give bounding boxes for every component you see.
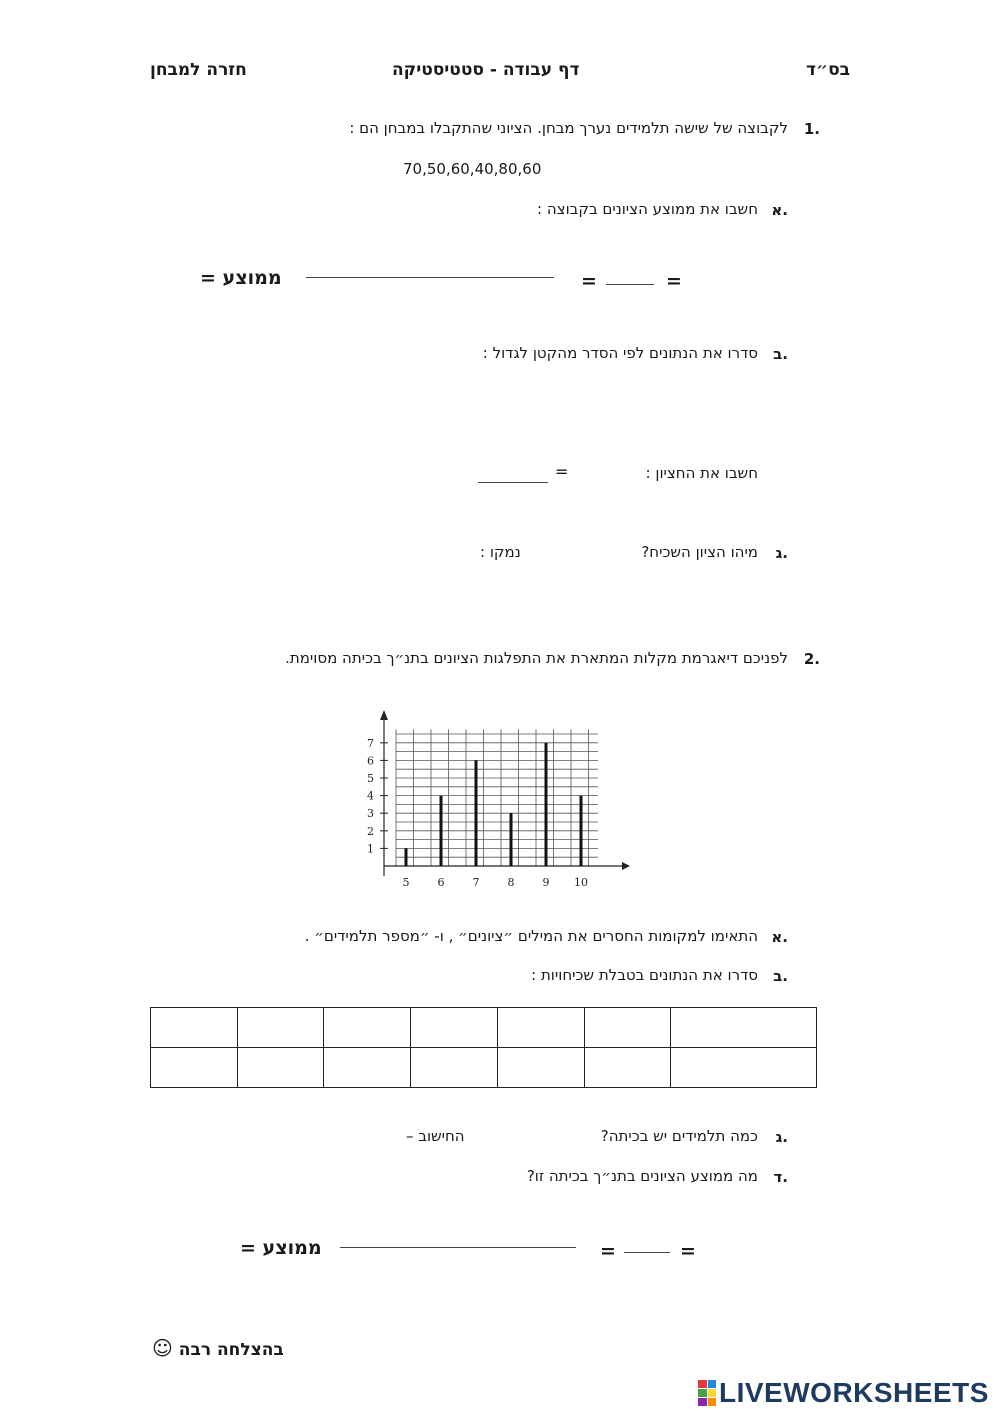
table-cell[interactable] [238, 1048, 324, 1088]
q2-eq1: = [600, 1240, 616, 1262]
q1c-reason: נמקו : [480, 543, 521, 561]
table-cell[interactable] [498, 1008, 585, 1048]
logo-text: LIVEWORKSHEETS [719, 1377, 989, 1408]
table-cell[interactable] [238, 1008, 324, 1048]
q2-result-line[interactable] [624, 1252, 670, 1253]
table-cell[interactable] [151, 1008, 238, 1048]
q2-eq2: = [680, 1240, 696, 1262]
q2-mean-line[interactable] [340, 1247, 576, 1248]
smiley-icon: ☺ [152, 1336, 173, 1360]
q1a-label: א. [771, 201, 788, 219]
q1c-text: מיהו הציון השכיח? [641, 543, 758, 561]
table-header-cell[interactable] [671, 1048, 817, 1088]
q2-number: 2. [803, 650, 820, 668]
table-row [151, 1048, 817, 1088]
worksheet-title: דף עבודה - סטטיסטיקה [392, 60, 580, 80]
q2d-label: ד. [773, 1168, 788, 1186]
x-tick-label: 10 [574, 876, 588, 889]
q1-eq1: = [581, 270, 597, 292]
table-cell[interactable] [411, 1008, 498, 1048]
q2b-label: ב. [773, 967, 788, 985]
liveworksheets-logo [698, 1377, 989, 1408]
x-tick-label: 5 [402, 876, 410, 889]
q2-text: לפניכם דיאגרמת מקלות המתארת את התפלגות הציונים בתנ״ך בכיתה מסוימת. [285, 649, 788, 667]
q1-number: 1. [803, 120, 820, 138]
q1c-label: ג. [775, 544, 788, 562]
q1-eq2: = [666, 270, 682, 292]
q1b-label: ב. [773, 345, 788, 363]
y-tick-label: 2 [367, 824, 374, 838]
q1-mean-label: ממוצע = [200, 267, 282, 289]
q1-median-text: חשבו את החציון : [645, 464, 758, 482]
frequency-table [150, 1007, 817, 1088]
y-tick-label: 6 [367, 754, 374, 768]
x-tick-label: 9 [542, 876, 550, 889]
logo-icon [698, 1380, 716, 1406]
table-cell[interactable] [324, 1048, 411, 1088]
q1-median-line[interactable] [478, 482, 548, 483]
table-header-cell[interactable] [671, 1008, 817, 1048]
x-tick-label: 6 [437, 876, 445, 889]
table-cell[interactable] [585, 1048, 671, 1088]
q2c-calc: החישוב – [406, 1127, 465, 1145]
q2d-text: מה ממוצע הציונים בתנ״ך בכיתה זו? [526, 1167, 758, 1185]
header-right: בס״ד [806, 60, 850, 80]
x-tick-label: 7 [472, 876, 480, 889]
q1b-text: סדרו את הנתונים לפי הסדר מהקטן לגדול : [482, 344, 758, 362]
table-cell[interactable] [151, 1048, 238, 1088]
q1-mean-line[interactable] [306, 277, 554, 278]
q2-mean-label: ממוצע = [240, 1237, 322, 1259]
q2a-label: א. [771, 928, 788, 946]
q2c-label: ג. [775, 1128, 788, 1146]
x-tick-label: 8 [507, 876, 515, 889]
q2c-text: כמה תלמידים יש בכיתה? [600, 1127, 758, 1145]
y-tick-label: 7 [367, 736, 374, 750]
table-cell[interactable] [411, 1048, 498, 1088]
q2b-text: סדרו את הנתונים בטבלת שכיחויות : [531, 966, 758, 984]
q1-result-line[interactable] [606, 284, 654, 285]
q1-grades: 70,50,60,40,80,60 [403, 160, 542, 178]
y-tick-label: 4 [367, 789, 374, 803]
q1a-text: חשבו את ממוצע הציונים בקבוצה : [537, 200, 758, 218]
table-cell[interactable] [324, 1008, 411, 1048]
table-row [151, 1008, 817, 1048]
table-cell[interactable] [498, 1048, 585, 1088]
y-axis-arrow [380, 710, 388, 720]
q1-text: לקבוצה של שישה תלמידים נערך מבחן. הציוני שהתקבלו במבחן הם : [349, 119, 788, 137]
stick-diagram [350, 700, 630, 900]
y-tick-label: 1 [367, 842, 374, 856]
q1-median-eq: = [555, 462, 569, 481]
y-tick-label: 5 [367, 772, 374, 785]
y-tick-label: 3 [367, 807, 374, 821]
good-luck-text [152, 1336, 284, 1360]
header-left: חזרה למבחן [150, 60, 247, 80]
good-luck-label: בהצלחה רבה [178, 1340, 284, 1360]
table-cell[interactable] [585, 1008, 671, 1048]
q2a-text: התאימו למקומות החסרים את המילים ״ציונים״ , ו- ״מספר תלמידים״ . [304, 927, 758, 945]
x-axis-arrow [622, 862, 630, 870]
